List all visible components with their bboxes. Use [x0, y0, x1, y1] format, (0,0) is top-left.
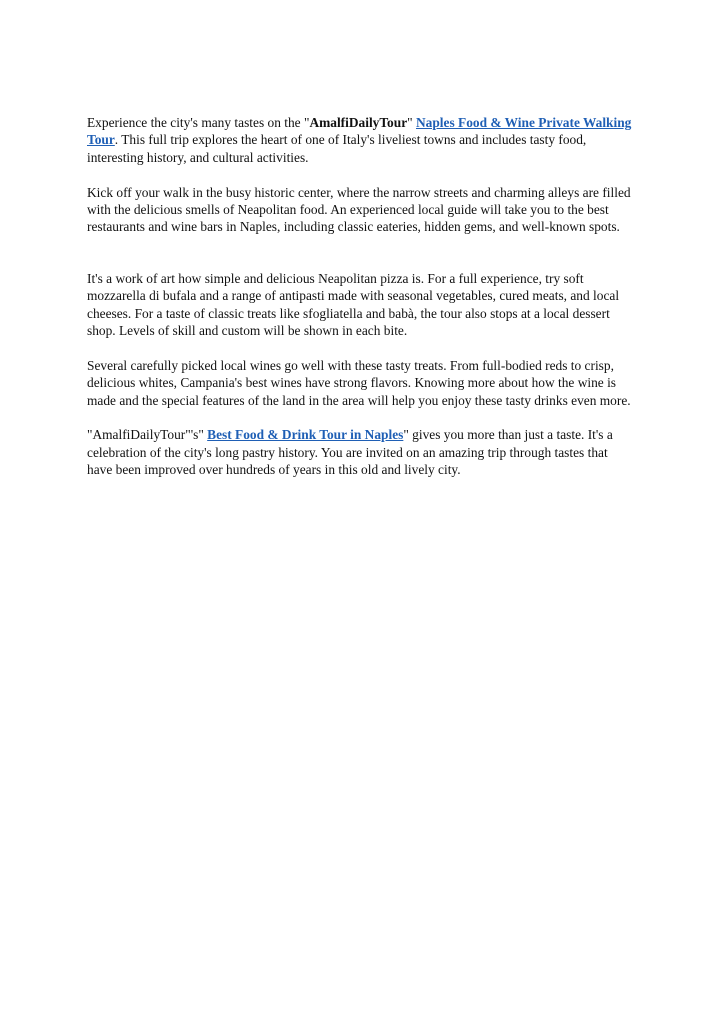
intro-paragraph — [87, 114, 635, 166]
walking-tour-link[interactable]: Naples Food & Wine Private Walking Tour — [87, 115, 632, 148]
document-body — [87, 114, 635, 496]
food-drink-tour-link[interactable]: Best Food & Drink Tour in Naples — [207, 427, 404, 443]
walk-paragraph: Kick off your walk in the busy historic center, where the narrow streets and charming alleys are filled with the delicious smells of Neapolitan food. An experienced local guide will take you to the best restaurants and wine bars in Naples, including classic eateries, hidden gems, and well-known spots. — [87, 184, 631, 235]
closing-text-start: "AmalfiDailyTour"'s" — [87, 427, 208, 443]
intro-text-end: . This full trip explores the heart of one of Italy's liveliest towns and includes tasty food, interesting history, and cultural activities. — [87, 132, 587, 165]
intro-text-quote: " — [407, 115, 416, 130]
wine-paragraph: Several carefully picked local wines go well with these tasty treats. From full-bodied reds to crisp, delicious whites, Campania's best wines have strong flavors. Knowing more about how the wine is made and the special features of the land in the area will help you enjoy these tasty drinks even more. — [87, 357, 631, 408]
pizza-paragraph: It's a work of art how simple and delicious Neapolitan pizza is. For a full experience, try soft mozzarella di bufala and a range of antipasti made with seasonal vegetables, cured meats, and local cheeses. For a taste of classic treats like sfogliatella and babà, the tour also stops at a local dessert shop. Levels of skill and custom will be shown in each bite. — [87, 270, 620, 339]
intro-text-start: Experience the city's many tastes on the " — [87, 115, 310, 130]
closing-paragraph — [87, 426, 635, 478]
closing-text-end: " gives you more than just a taste. It's a celebration of the city's long pastry history. You are invited on an amazing trip through tastes that have been improved over hundreds of years in this old and lively city. — [87, 427, 613, 478]
brand-name: AmalfiDailyTour — [309, 115, 408, 130]
